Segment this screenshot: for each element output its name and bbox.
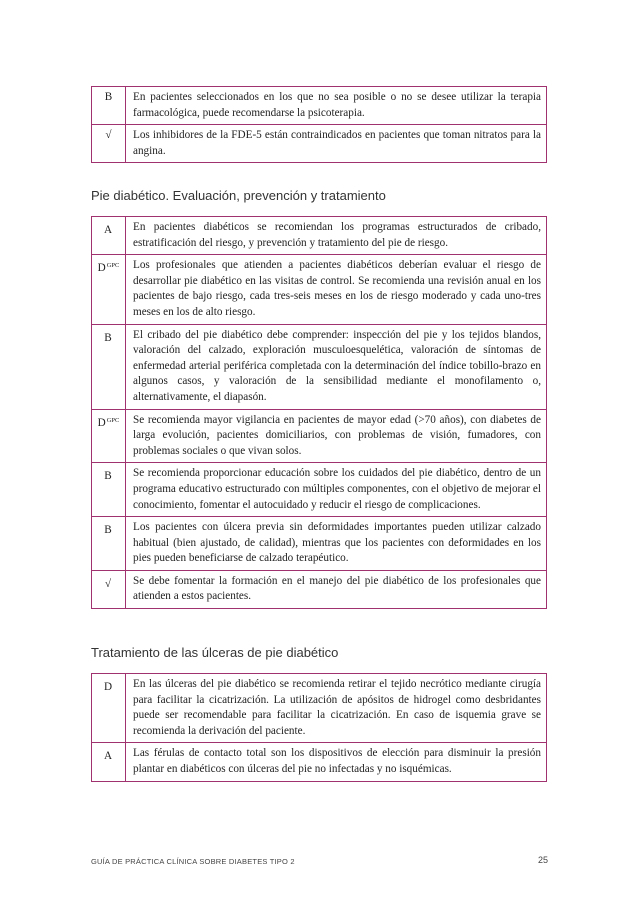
grade-label: D bbox=[97, 262, 106, 275]
table-row bbox=[92, 410, 546, 464]
table-row bbox=[92, 517, 546, 571]
grade-cell bbox=[92, 517, 126, 570]
table-row bbox=[92, 125, 546, 163]
table-row bbox=[92, 743, 546, 781]
recommendation-text: Los inhibidores de la FDE-5 están contraindicados en pacientes que toman nitratos para la angina. bbox=[133, 129, 541, 157]
grade-cell bbox=[92, 325, 126, 409]
grade-cell bbox=[92, 743, 126, 780]
recommendation-text: Se recomienda proporcionar educación sobre los cuidados del pie diabético, dentro de un programa educativo estructurado con múltiples componentes, con el objetivo de mejorar el conocimiento, fomentar el autocuidado y reducir el riesgo de complicaciones. bbox=[133, 467, 541, 511]
grade-superscript: GPC bbox=[106, 416, 120, 424]
table-row bbox=[92, 87, 546, 125]
grade-label: B bbox=[104, 470, 112, 483]
recommendations-table-pie-diabetico bbox=[91, 216, 547, 609]
page-number: 25 bbox=[537, 855, 548, 865]
recommendation-text: Los profesionales que atienden a pacientes diabéticos deberían evaluar el riesgo de desarrollar pie diabético en las visitas de control. Se recomienda una revisión anual en los pacientes de bajo riesgo, cada tres-seis meses en los de riesgo moderado y cada uno-tres meses en los de alto riesgo. bbox=[133, 259, 541, 318]
recommendation-text: Se recomienda mayor vigilancia en pacientes de mayor edad (>70 años), con diabetes de larga evolución, pacientes domiciliarios, con problemas de visión, fumadores, con problemas sociales o que vivan solos. bbox=[133, 413, 541, 457]
recommendation-text: En las úlceras del pie diabético se recomienda retirar el tejido necrótico mediante cirugía para facilitar la cicatrización. La utilización de apósitos de hidrogel como desbridantes puede ser recomendable para facilitar la cicatrización. En caso de isquemia grave se recomienda la derivación del paciente. bbox=[133, 678, 541, 737]
table-row bbox=[92, 463, 546, 517]
table-row bbox=[92, 674, 546, 743]
footer-title: GUÍA DE PRÁCTICA CLÍNICA SOBRE DIABETES TIPO 2 bbox=[91, 857, 295, 866]
grade-label: B bbox=[104, 331, 112, 344]
table-row bbox=[92, 255, 546, 324]
grade-label: A bbox=[103, 224, 113, 236]
table-row bbox=[92, 325, 546, 410]
grade-label: B bbox=[104, 524, 112, 537]
section-heading-pie-diabetico: Pie diabético. Evaluación, prevención y tratamiento bbox=[91, 188, 386, 203]
recommendation-text: Los pacientes con úlcera previa sin deformidades importantes pueden utilizar calzado habitual (bien ajustado, de calidad), mientras que los pacientes con deformidades en los pies pueden beneficiarse de calzado terapéutico. bbox=[133, 521, 541, 565]
recommendation-text: En pacientes seleccionados en los que no sea posible o no se desee utilizar la terapia farmacológica, puede recomendarse la psicoterapia. bbox=[133, 91, 541, 119]
grade-superscript: GPC bbox=[106, 262, 120, 270]
grade-cell bbox=[92, 87, 126, 124]
grade-cell bbox=[92, 217, 126, 254]
grade-cell bbox=[92, 571, 126, 608]
recommendation-text: En pacientes diabéticos se recomiendan los programas estructurados de cribado, estratificación del riesgo, y prevención y tratamiento del pie de riesgo. bbox=[133, 221, 541, 249]
grade-label: √ bbox=[105, 129, 112, 142]
recommendation-text: Las férulas de contacto total son los dispositivos de elección para disminuir la presión plantar en diabéticos con úlceras del pie no infectadas y no isquémicas. bbox=[133, 747, 541, 775]
recommendation-text: Se debe fomentar la formación en el manejo del pie diabético de los profesionales que atienden a estos pacientes. bbox=[133, 574, 541, 603]
grade-label: D bbox=[97, 416, 106, 429]
grade-cell bbox=[92, 255, 126, 323]
recommendation-text: El cribado del pie diabético debe comprender: inspección del pie y los tejidos blandos, valoración del calzado, exploración musculoesquelética, valoración de síntomas de enfermedad arterial periférica completada con la determinación del índice tobillo-brazo en algunos casos, y valoración de la sensibilidad mediante el monofilamento o, alternativamente, el diapasón. bbox=[133, 328, 541, 403]
grade-cell bbox=[92, 410, 126, 463]
table-row bbox=[92, 571, 546, 609]
grade-label: D bbox=[103, 681, 113, 693]
table-row bbox=[92, 217, 546, 255]
grade-cell bbox=[92, 125, 126, 162]
grade-label: A bbox=[103, 750, 113, 763]
grade-cell bbox=[92, 674, 126, 742]
section-heading-tratamiento-ulceras: Tratamiento de las úlceras de pie diabético bbox=[91, 645, 339, 660]
grade-cell bbox=[92, 463, 126, 516]
grade-label: √ bbox=[104, 577, 112, 590]
recommendations-table-tratamiento bbox=[91, 673, 547, 782]
grade-label: B bbox=[104, 91, 113, 103]
recommendations-table-top bbox=[91, 86, 547, 163]
